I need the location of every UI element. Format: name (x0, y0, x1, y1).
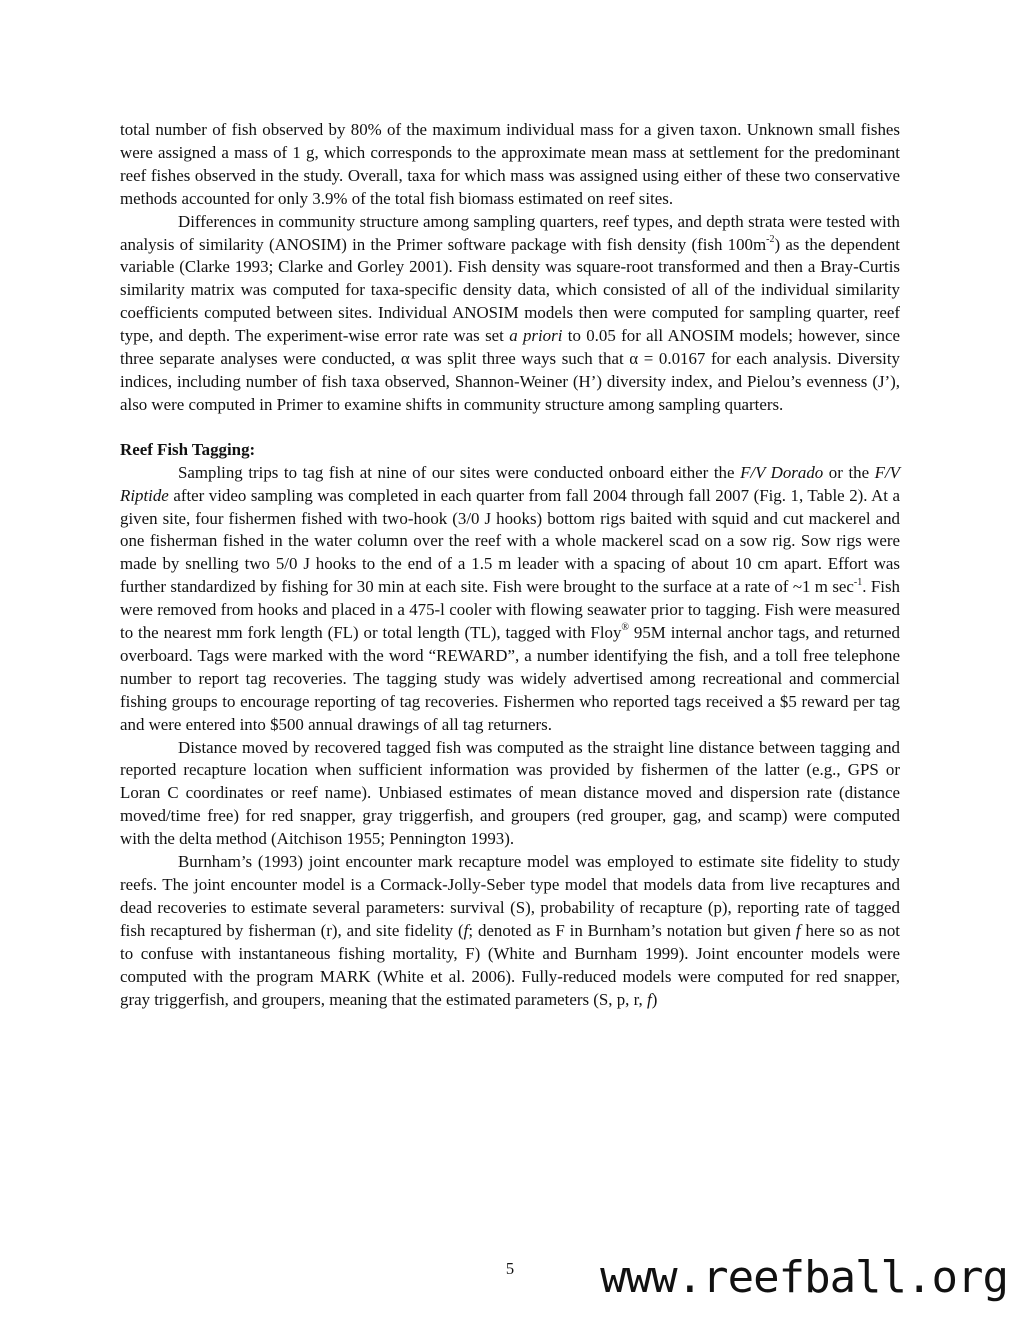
superscript: -2 (766, 233, 775, 245)
text-run: here so as not to confuse with instantaneous fishing mortality, F) (White and Burnham 1999). Joint encounter models were computed with the program MARK (White et al. 2006). Fully-reduced models were computed for red snapper, gray triggerfish, and groupers, meaning that the estimated parameters (S, p, r, (120, 920, 900, 1009)
text-run: after video sampling was completed in each quarter from fall 2004 through fall 2007 (Fig. 1, Table 2). At a given site, four fishermen fished with two-hook (3/0 J hooks) bottom rigs baited with squid and cut mackerel and one fisherman fished in the water column over the reef with a whole mackerel scad on a sow rig. Sow rigs were made by snelling two 5/0 J hooks to the end of a 1.5 m leader with a spacing of about 10 cm apart. Effort was further standardized by fishing for 30 min at each site. Fish were brought to the surface at a rate of ~1 m sec (120, 485, 900, 597)
text-run: Burnham’s (1993) joint encounter mark recapture model was employed to estimate site fidelity to study reefs. The joint encounter model is a Cormack-Jolly-Seber type model that models data from live recaptures and dead recoveries to estimate several parameters: survival (S), probability of recapture (p), reporting rate of tagged fish recaptured by fisherman (r), and site fidelity ( (120, 852, 900, 940)
text-run: ; denoted as F in Burnham’s notation but given (468, 920, 796, 940)
paragraph-tagging-methods (120, 462, 900, 737)
page-number: 5 (505, 1259, 515, 1278)
paragraph-anosim (120, 211, 900, 417)
text-run: ) (651, 989, 658, 1009)
text-run: ) as the dependent variable (Clarke 1993; Clarke and Gorley 2001). Fish density was square-root transformed and then a Bray-Curtis similarity matrix was computed for taxa-specific density data, which consisted of all of the individual similarity coefficients computed between sites. Individual ANOSIM models then were computed for sampling quarter, reef type, and depth. The experiment-wise error rate was set (120, 234, 900, 346)
text-run: Differences in community structure among sampling quarters, reef types, and depth strata were tested with analysis of similarity (ANOSIM) in the Primer software package with fish density (fish 100m (120, 211, 900, 254)
page-body (120, 119, 900, 1011)
superscript: -1 (853, 576, 863, 588)
watermark-url: www.reefball.org (600, 1252, 1008, 1303)
paragraph-mass-estimation: total number of fish observed by 80% of the maximum individual mass for a given taxon. Unknown small fishes were assigned a mass of 1 g, which corresponds to the approximate mean mass at settlement for the predominant reef fishes observed in the study. Overall, taxa for which mass was assigned using either of these two conservative methods accounted for only 3.9% of the total fish biomass estimated on reef sites. (120, 120, 900, 208)
paragraph-distance-moved: Distance moved by recovered tagged fish was computed as the straight line distance between tagging and reported recapture location when sufficient information was provided by fishermen of the latter (e.g., GPS or Loran C coordinates or reef name). Unbiased estimates of mean distance moved and dispersion rate (distance moved/time free) for red snapper, gray triggerfish, and groupers (red grouper, gag, and scamp) were computed with the delta method (Aitchison 1955; Pennington 1993). (120, 737, 900, 849)
italic-symbol: f (463, 920, 469, 940)
italic-vessel-name: F/V Riptide (120, 462, 900, 505)
superscript: ® (621, 622, 630, 634)
paragraph-site-fidelity (120, 851, 900, 1011)
text-run: or the (823, 462, 875, 482)
text-run: . Fish were removed from hooks and placed in a 475-l cooler with flowing seawater prior to tagging. Fish were measured to the nearest mm fork length (FL) or total length (TL), tagged with Floy (120, 577, 900, 643)
italic-vessel-name: F/V Dorado (740, 462, 824, 482)
text-run: to 0.05 for all ANOSIM models; however, since three separate analyses were conducted, α was split three ways such that α = 0.0167 for each analysis. Diversity indices, including number of fish taxa observed, Shannon-Weiner (H’) diversity index, and Pielou’s evenness (J’), also were computed in Primer to examine shifts in community structure among sampling quarters. (120, 326, 900, 414)
text-run: Sampling trips to tag fish at nine of our sites were conducted onboard either the (178, 462, 741, 482)
italic-symbol: f (795, 920, 801, 940)
italic-symbol: f (647, 989, 652, 1009)
italic-text: a priori (509, 326, 563, 346)
text-run: 95M internal anchor tags, and returned overboard. Tags were marked with the word “REWARD”, a number identifying the fish, and a toll free telephone number to report tag recoveries. The tagging study was widely advertised among recreational and commercial fishing groups to encourage reporting of tag recoveries. Fishermen who reported tags received a $5 reward per tag and were entered into $500 annual drawings of all tag returners. (120, 623, 900, 734)
section-heading: Reef Fish Tagging: (120, 439, 256, 459)
